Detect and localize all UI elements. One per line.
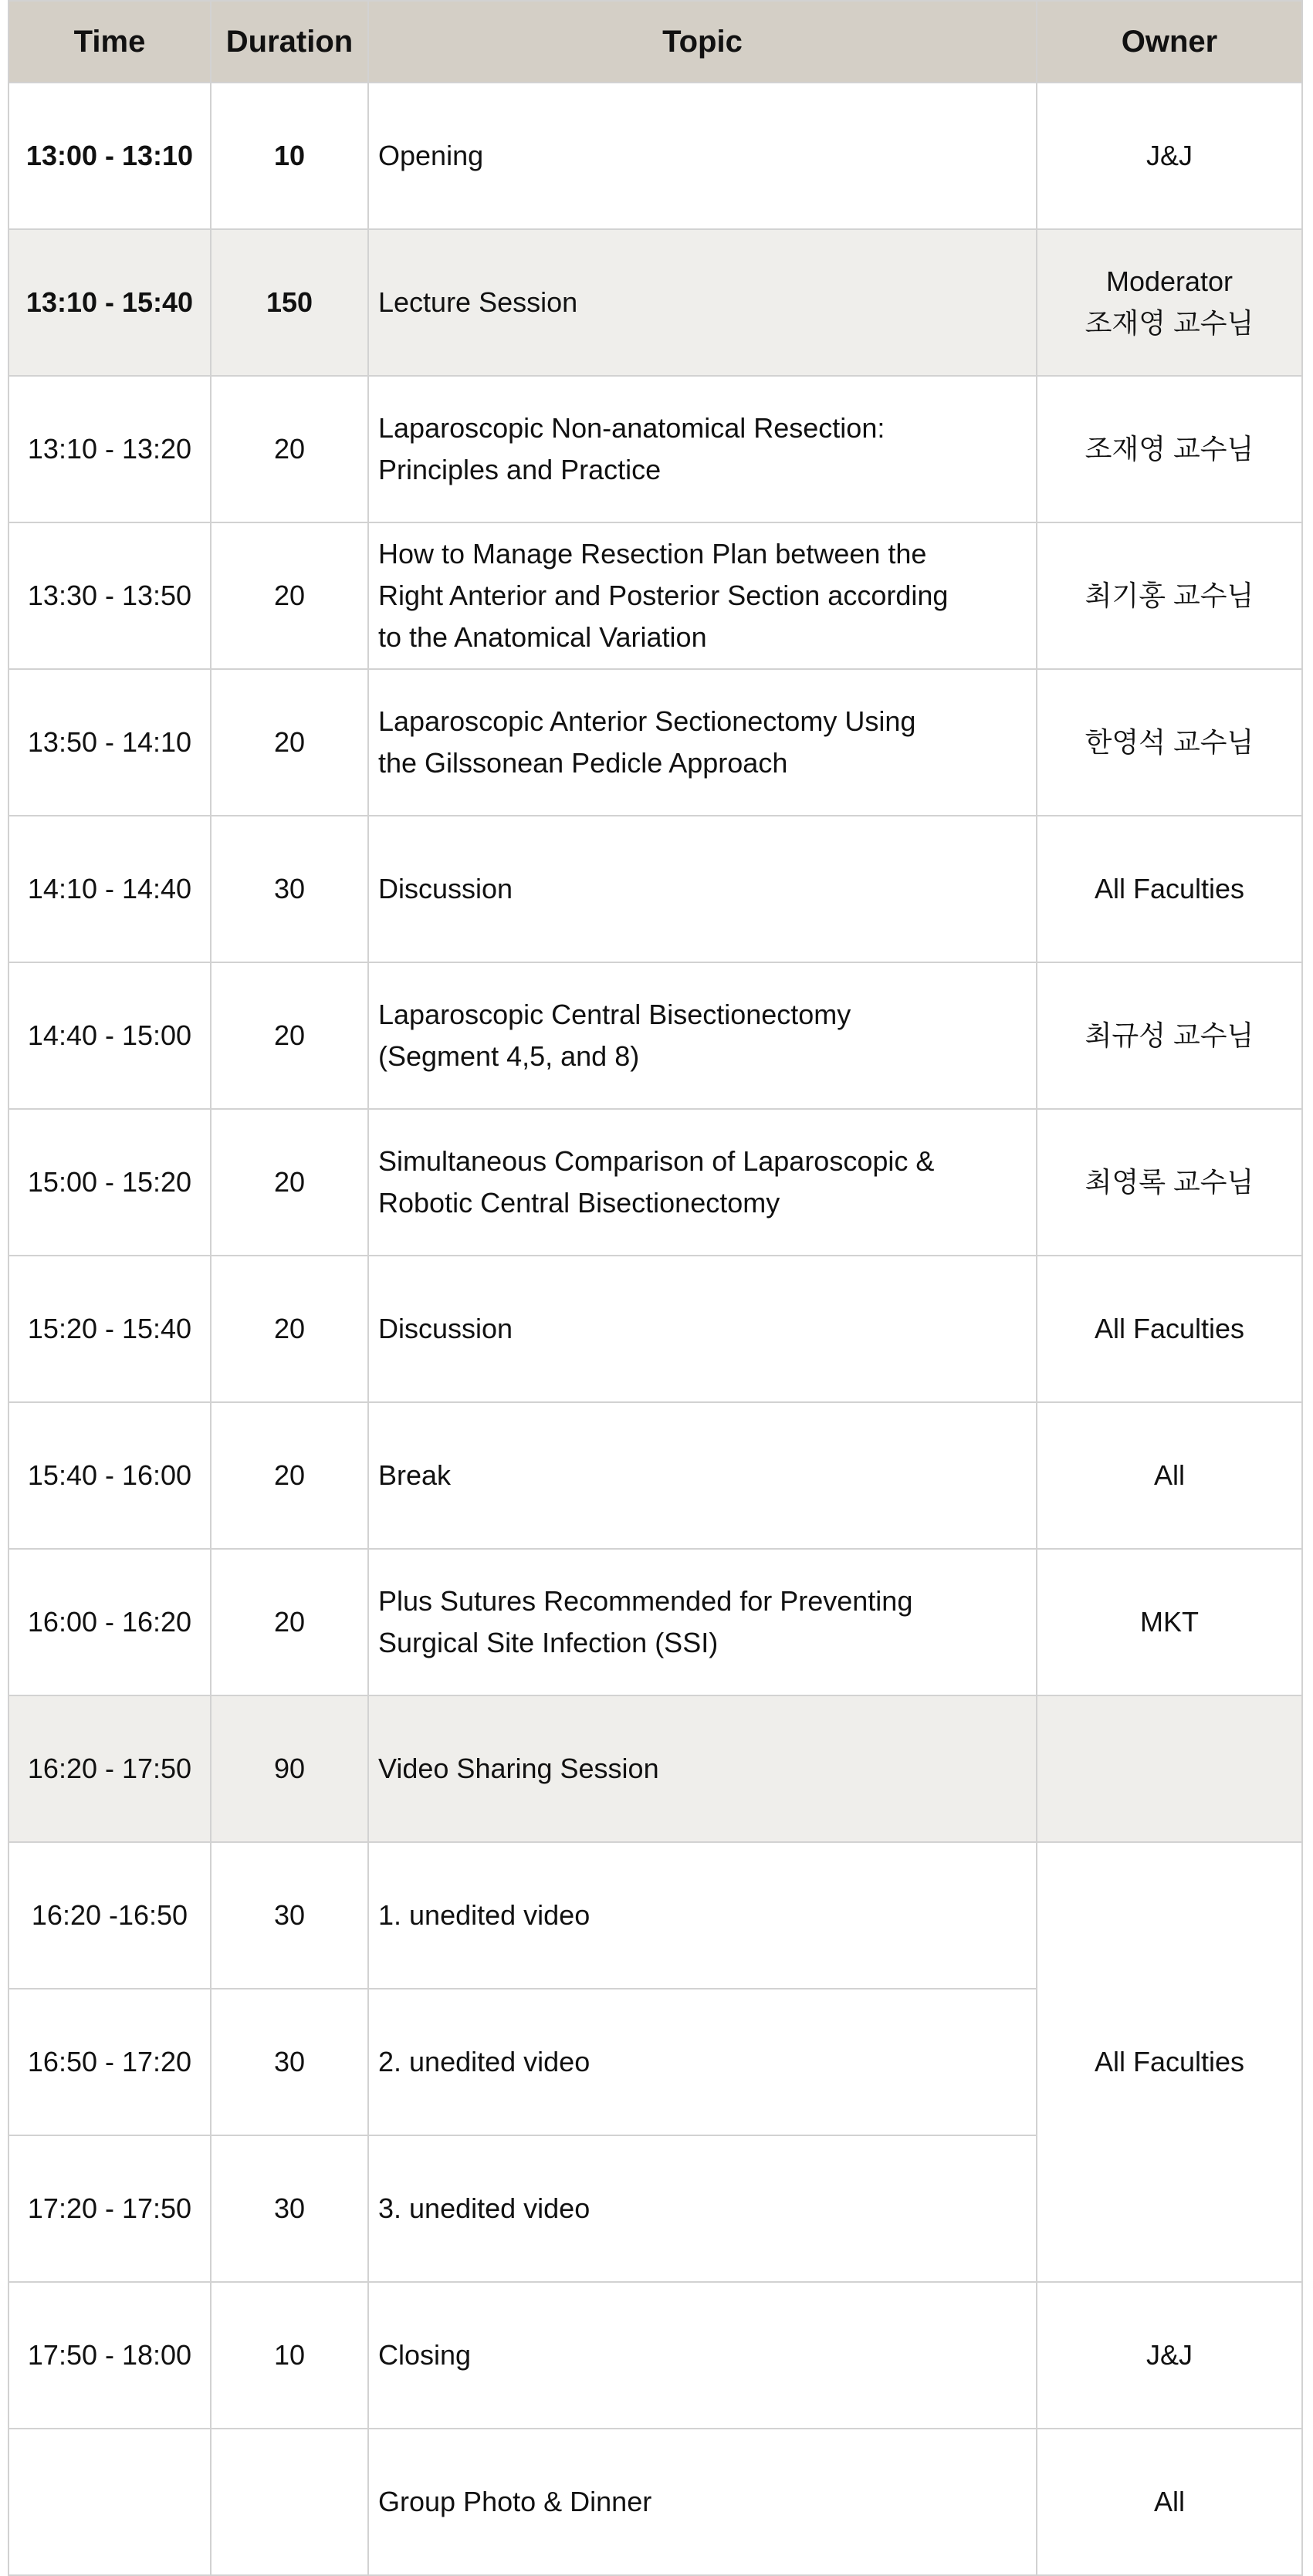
table-body <box>8 83 1302 2575</box>
time-cell: 15:20 - 15:40 <box>8 1256 211 1402</box>
duration-cell: 20 <box>211 1256 368 1402</box>
topic-cell <box>368 522 1037 669</box>
time-cell: 15:00 - 15:20 <box>8 1109 211 1256</box>
topic-cell: Discussion <box>368 816 1037 962</box>
topic-line: (Segment 4,5, and 8) <box>378 1040 640 1072</box>
topic-cell: Group Photo & Dinner <box>368 2429 1037 2575</box>
duration-cell: 20 <box>211 1109 368 1256</box>
topic-line: the Gilssonean Pedicle Approach <box>378 747 788 779</box>
agenda-table <box>8 0 1303 2576</box>
duration-cell: 30 <box>211 2135 368 2282</box>
time-cell: 13:00 - 13:10 <box>8 83 211 229</box>
topic-cell <box>368 376 1037 522</box>
duration-cell: 30 <box>211 816 368 962</box>
table-row <box>8 1109 1302 1256</box>
header-topic: Topic <box>368 1 1037 83</box>
topic-cell <box>368 962 1037 1109</box>
table-row <box>8 1695 1302 1842</box>
table-row <box>8 1402 1302 1549</box>
time-cell: 13:30 - 13:50 <box>8 522 211 669</box>
topic-line: Right Anterior and Posterior Section according <box>378 580 949 611</box>
topic-cell: 2. unedited video <box>368 1989 1037 2135</box>
topic-line: Plus Sutures Recommended for Preventing <box>378 1585 913 1617</box>
duration-cell: 20 <box>211 962 368 1109</box>
owner-cell: MKT <box>1037 1549 1302 1695</box>
time-cell: 17:50 - 18:00 <box>8 2282 211 2429</box>
owner-cell: All <box>1037 2429 1302 2575</box>
owner-cell: 최기홍 교수님 <box>1037 522 1302 669</box>
time-cell: 16:50 - 17:20 <box>8 1989 211 2135</box>
topic-cell: 3. unedited video <box>368 2135 1037 2282</box>
topic-cell: Opening <box>368 83 1037 229</box>
topic-cell: Lecture Session <box>368 229 1037 376</box>
topic-line: Surgical Site Infection (SSI) <box>378 1627 719 1658</box>
owner-cell: 한영석 교수님 <box>1037 669 1302 816</box>
owner-cell: 조재영 교수님 <box>1037 376 1302 522</box>
duration-cell: 90 <box>211 1695 368 1842</box>
time-cell: 17:20 - 17:50 <box>8 2135 211 2282</box>
topic-line: Laparoscopic Central Bisectionectomy <box>378 999 851 1030</box>
header-owner: Owner <box>1037 1 1302 83</box>
topic-line: Laparoscopic Non-anatomical Resection: <box>378 412 885 444</box>
owner-cell: J&J <box>1037 83 1302 229</box>
duration-cell: 30 <box>211 1989 368 2135</box>
topic-cell: Video Sharing Session <box>368 1695 1037 1842</box>
table-row <box>8 229 1302 376</box>
time-cell: 15:40 - 16:00 <box>8 1402 211 1549</box>
owner-cell-merged: All Faculties <box>1037 1842 1302 2282</box>
table-header <box>8 1 1302 83</box>
topic-line: Robotic Central Bisectionectomy <box>378 1187 780 1219</box>
table-row <box>8 83 1302 229</box>
topic-line: Principles and Practice <box>378 454 662 485</box>
topic-cell: Discussion <box>368 1256 1037 1402</box>
duration-cell: 150 <box>211 229 368 376</box>
owner-cell: All Faculties <box>1037 1256 1302 1402</box>
duration-cell: 20 <box>211 1549 368 1695</box>
duration-cell: 30 <box>211 1842 368 1989</box>
time-cell: 16:00 - 16:20 <box>8 1549 211 1695</box>
table-row <box>8 962 1302 1109</box>
owner-cell: 최영록 교수님 <box>1037 1109 1302 1256</box>
owner-cell: All <box>1037 1402 1302 1549</box>
duration-cell: 20 <box>211 669 368 816</box>
owner-cell: 최규성 교수님 <box>1037 962 1302 1109</box>
table-row <box>8 2282 1302 2429</box>
topic-line: to the Anatomical Variation <box>378 621 707 653</box>
header-row <box>8 1 1302 83</box>
table-row <box>8 2429 1302 2575</box>
topic-cell <box>368 669 1037 816</box>
table-row <box>8 1549 1302 1695</box>
table-row <box>8 1842 1302 1989</box>
time-cell: 16:20 -16:50 <box>8 1842 211 1989</box>
topic-cell: 1. unedited video <box>368 1842 1037 1989</box>
agenda-table-wrapper <box>8 0 1301 2576</box>
duration-cell: 10 <box>211 2282 368 2429</box>
owner-cell <box>1037 229 1302 376</box>
table-row <box>8 816 1302 962</box>
topic-line: How to Manage Resection Plan between the <box>378 538 927 570</box>
duration-cell <box>211 2429 368 2575</box>
duration-cell: 20 <box>211 376 368 522</box>
topic-cell: Closing <box>368 2282 1037 2429</box>
topic-line: Laparoscopic Anterior Sectionectomy Using <box>378 705 916 737</box>
time-cell: 14:40 - 15:00 <box>8 962 211 1109</box>
time-cell: 13:50 - 14:10 <box>8 669 211 816</box>
topic-cell: Break <box>368 1402 1037 1549</box>
owner-line: 조재영 교수님 <box>1085 307 1254 339</box>
table-row <box>8 1256 1302 1402</box>
time-cell: 14:10 - 14:40 <box>8 816 211 962</box>
duration-cell: 20 <box>211 522 368 669</box>
table-row <box>8 669 1302 816</box>
time-cell: 16:20 - 17:50 <box>8 1695 211 1842</box>
header-duration: Duration <box>211 1 368 83</box>
table-row <box>8 522 1302 669</box>
duration-cell: 20 <box>211 1402 368 1549</box>
owner-cell: J&J <box>1037 2282 1302 2429</box>
topic-cell <box>368 1109 1037 1256</box>
owner-line: Moderator <box>1105 265 1233 297</box>
time-cell: 13:10 - 13:20 <box>8 376 211 522</box>
owner-cell: All Faculties <box>1037 816 1302 962</box>
table-row <box>8 376 1302 522</box>
time-cell: 13:10 - 15:40 <box>8 229 211 376</box>
duration-cell: 10 <box>211 83 368 229</box>
owner-cell <box>1037 1695 1302 1842</box>
topic-cell <box>368 1549 1037 1695</box>
topic-line: Simultaneous Comparison of Laparoscopic & <box>378 1145 935 1177</box>
header-time: Time <box>8 1 211 83</box>
time-cell <box>8 2429 211 2575</box>
